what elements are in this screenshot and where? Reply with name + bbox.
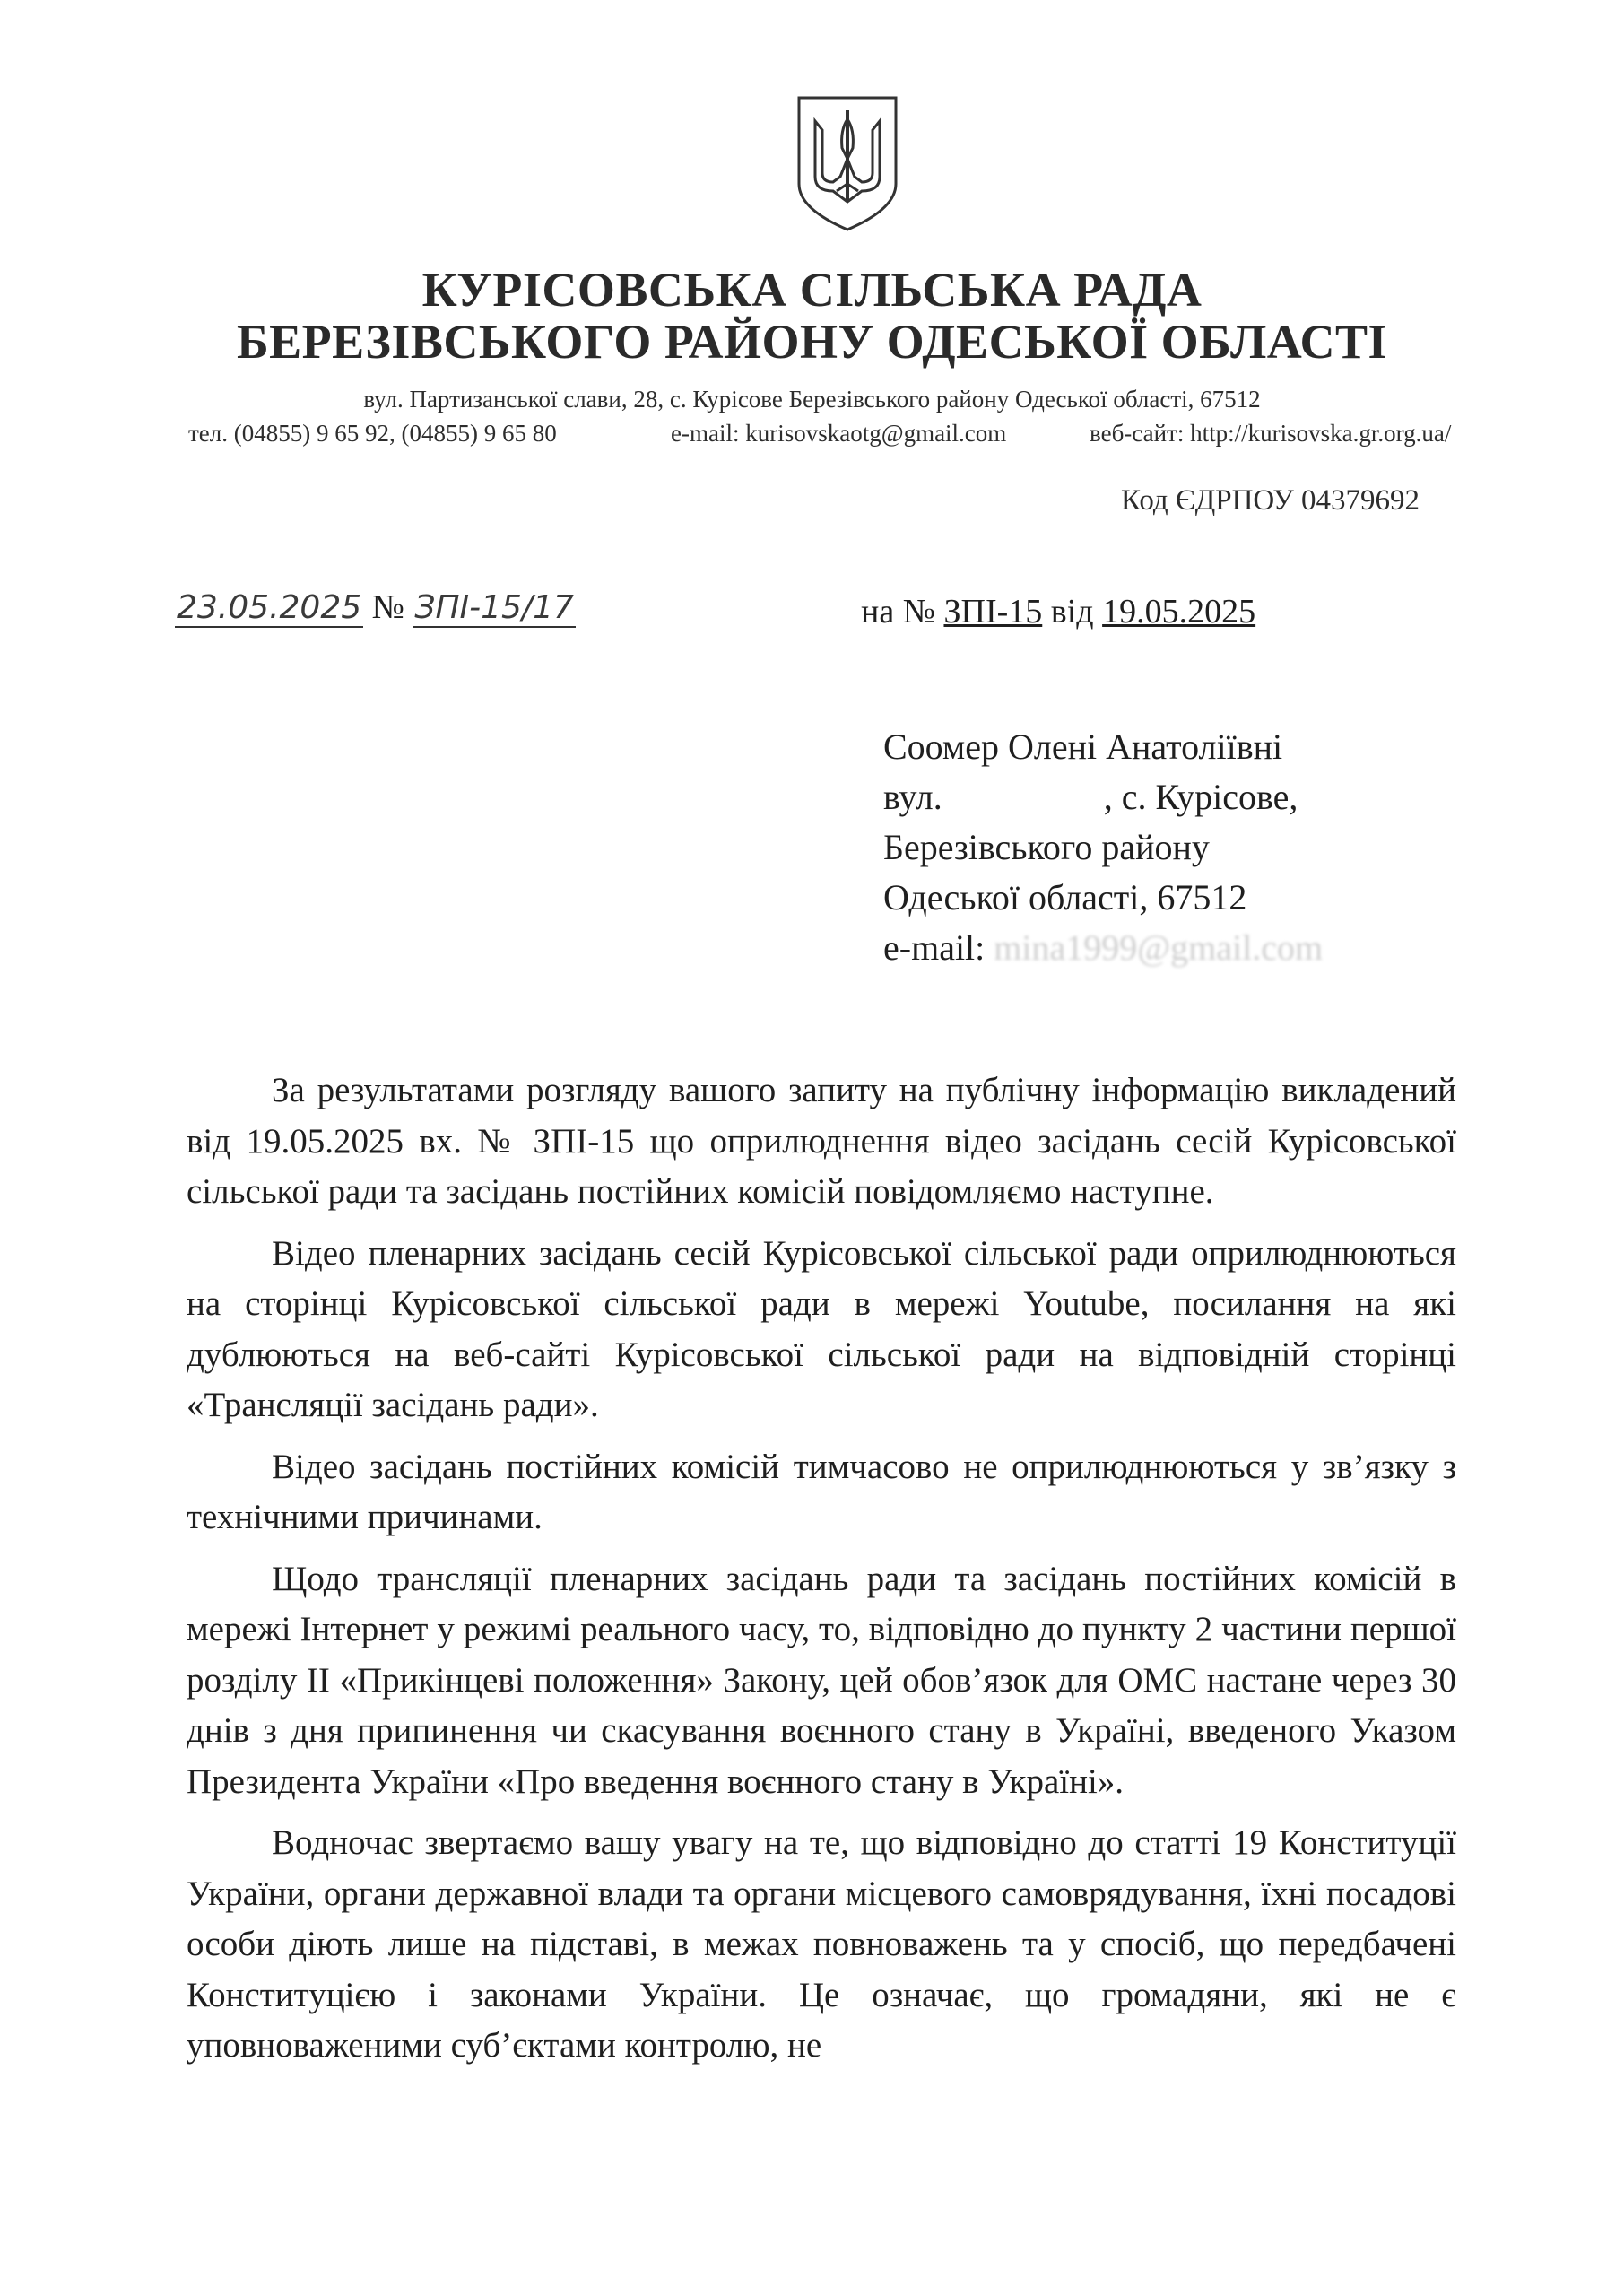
reply-from: від: [1050, 593, 1094, 631]
recipient-street: [883, 772, 1323, 822]
recipient-district: Березівського району: [883, 827, 1210, 867]
body-paragraph-1: За результатами розгляду вашого запиту на публічну інформацію викладений від 19.05.2025 вх. № ЗПІ-15 що оприлюднення відео засідань сесій Курісовської сільської ради та засідань постійних комісій повідомляємо наступне.: [187, 1071, 1456, 1211]
council-email: e-mail: kurisovskaotg@gmail.com: [671, 420, 1007, 447]
council-title: КУРІСОВСЬКА СІЛЬСЬКА РАДА: [421, 263, 1203, 317]
body-paragraph-3: Відео засідань постійних комісій тимчасово не оприлюднюються у зв’язку з технічними причинами.: [187, 1447, 1456, 1536]
handwritten-number: ЗПІ-15/17: [414, 589, 574, 626]
body-paragraph-5: Водночас звертаємо вашу увагу на те, що відповідно до статті 19 Конституції України, органи державної влади та органи місцевого самоврядування, їхні посадові особи діють лише на підставі, в межах повноважень та у спосіб, що передбачені Конституцією і законами України. Це означає, що громадяни, які не є уповноваженими суб’єктами контролю, не: [187, 1823, 1456, 2065]
reply-prefix: на №: [861, 593, 935, 631]
trident-coat-of-arms-icon: [794, 94, 901, 233]
reply-date: 19.05.2025: [1102, 593, 1256, 631]
council-address: вул. Партизанської слави, 28, с. Курісове Березівського району Одеської області, 67512: [363, 386, 1261, 413]
council-website: веб-сайт: http://kurisovska.gr.org.ua/: [1090, 420, 1452, 447]
recipient-name: Соомер Олені Анатоліївні: [883, 726, 1283, 767]
number-sign: №: [371, 588, 404, 626]
outgoing-registration: [175, 587, 576, 628]
recipient-email: [883, 923, 1323, 973]
letter-body: [187, 1065, 1456, 2083]
council-phone: тел. (04855) 9 65 92, (04855) 9 65 80: [188, 420, 557, 447]
recipient-street-prefix: вул.: [883, 777, 942, 817]
recipient-village: , с. Курісове,: [1103, 777, 1298, 817]
edrpou-code: Код ЄДРПОУ 04379692: [1121, 484, 1420, 517]
recipient-email-masked: mina1999@gmail.com: [994, 927, 1324, 968]
body-paragraph-4: Щодо трансляції пленарних засідань ради та засідань постійних комісій в мережі Інтернет у режимі реального часу, то, відповідно до пункту 2 частини першої розділу ІІ «Прикінцеві положення» Закону, цей обов’язок для ОМС настане через 30 днів з дня припинення чи скасування воєнного стану в Україні, введеного Указом Президента України «Про введення воєнного стану в Україні».: [187, 1559, 1456, 1801]
reply-number: ЗПІ-15: [943, 593, 1043, 631]
recipient-email-label: e-mail:: [883, 927, 986, 968]
body-paragraph-2: Відео пленарних засідань сесій Курісовської сільської ради оприлюднюються на сторінці Курісовської сільської ради в мережі Youtube, посилання на які дублюються на веб-сайті Курісовської сільської ради на відповідній сторінці «Трансляції засідань ради».: [187, 1233, 1456, 1424]
recipient-block: [883, 722, 1323, 973]
reply-reference: [861, 592, 1255, 631]
handwritten-date: 23.05.2025: [177, 589, 362, 626]
council-subtitle: БЕРЕЗІВСЬКОГО РАЙОНУ ОДЕСЬКОЇ ОБЛАСТІ: [236, 315, 1388, 369]
recipient-region: Одеської області, 67512: [883, 877, 1247, 918]
